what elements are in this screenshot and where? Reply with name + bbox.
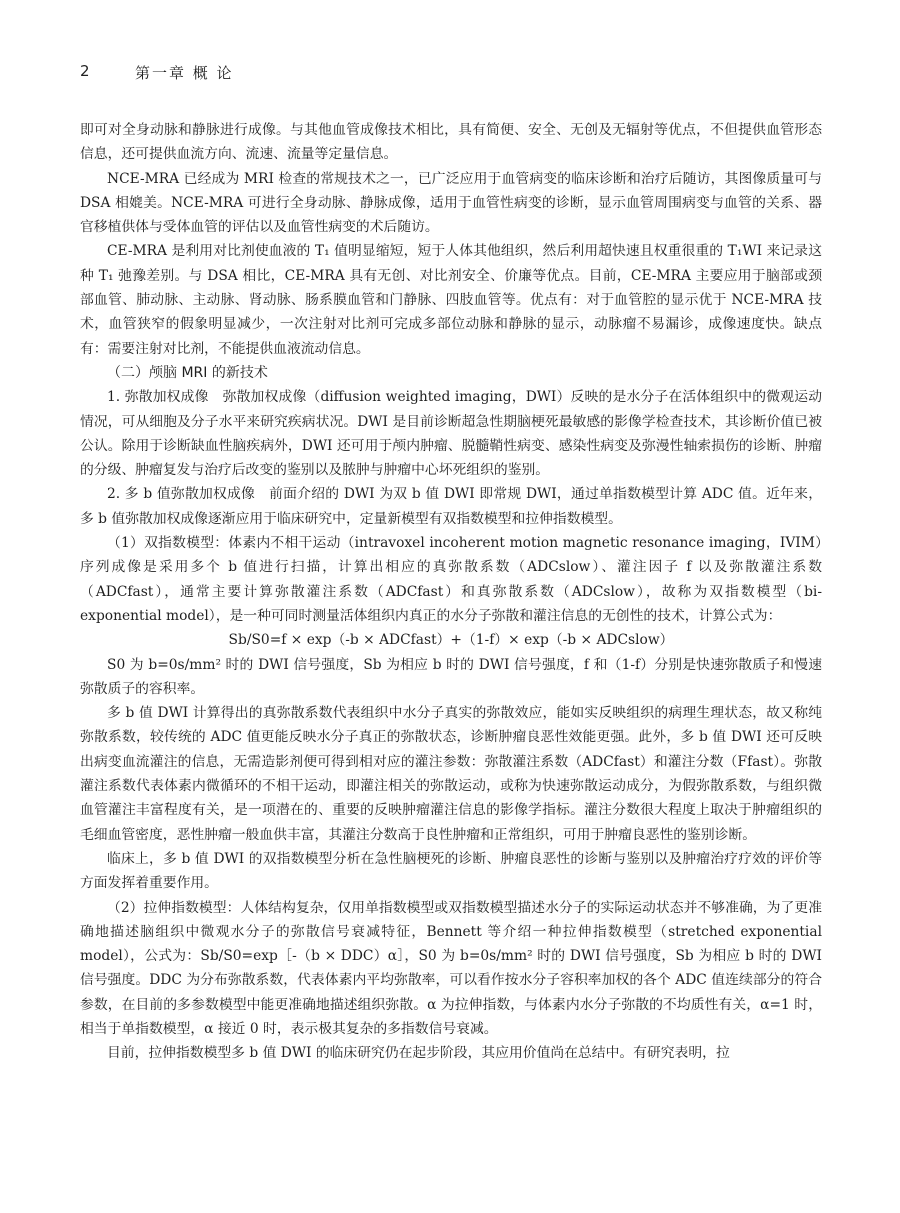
paragraph: 即可对全身动脉和静脉进行成像。与其他血管成像技术相比，具有简便、安全、无创及无辐射等优点，不但提供血管形态信息，还可提供血流方向、流速、流量等定量信息。 (80, 122, 822, 163)
paragraph: 目前，拉伸指数模型多 b 值 DWI 的临床研究仍在起步阶段，其应用价值尚在总结中。有研究表明，拉 (107, 1045, 730, 1062)
page-number: 2 (80, 62, 90, 80)
paragraph: S0 为 b=0s/mm² 时的 DWI 信号强度，Sb 为相应 b 时的 DWI 信号强度，f 和（1-f）分别是快速弥散质子和慢速弥散质子的容积率。 (80, 656, 822, 697)
page-header (0, 58, 900, 84)
formula: Sb/S0=f × exp（-b × ADCfast）+（1-f）× exp（-b × ADCslow） (228, 632, 674, 649)
body-text (80, 118, 822, 1066)
paragraph: 2. 多 b 值弥散加权成像 前面介绍的 DWI 为双 b 值 DWI 即常规 DWI，通过单指数模型计算 ADC 值。近年来，多 b 值弥散加权成像逐渐应用于临床研究中，定量新模型有双指数模型和拉伸指数模型。 (80, 486, 822, 527)
paragraph: （1）双指数模型：体素内不相干运动（intravoxel incoherent motion magnetic resonance imaging，IVIM）序列成像是采用多个 b 值进行扫描，计算出相应的真弥散系数（ADCslow）、灌注因子 f 以及弥散灌注系数（ADCfast），通常主要计算弥散灌注系数（ADCfast）和真弥散系数（ADCslow），故称为双指数模型（bi-exponential model），是一种可同时测量活体组织内真正的水分子弥散和灌注信息的无创性的技术，计算公式为： (80, 535, 822, 624)
section-heading: （二）颅脑 MRI 的新技术 (107, 364, 268, 381)
paragraph: （2）拉伸指数模型：人体结构复杂，仅用单指数模型或双指数模型描述水分子的实际运动状态并不够准确，为了更准确地描述脑组织中微观水分子的弥散信号衰减特征，Bennett 等介绍一种拉伸指数模型（stretched exponential model），公式为：Sb/S0=exp［-（b × DDC）α］，S0 为 b=0s/mm² 时的 DWI 信号强度，Sb 为相应 b 时的 DWI 信号强度。DDC 为分布弥散系数，代表体素内平均弥散率，可以看作按水分子容积率加权的各个 ADC 值连续部分的符合参数，在目前的多参数模型中能更准确地描述组织弥散。α 为拉伸指数，与体素内水分子弥散的不均质性有关，α=1 时，相当于单指数模型，α 接近 0 时，表示极其复杂的多指数信号衰减。 (80, 899, 822, 1037)
paragraph: CE-MRA 是利用对比剂使血液的 T₁ 值明显缩短，短于人体其他组织，然后利用超快速且权重很重的 T₁WI 来记录这种 T₁ 弛豫差别。与 DSA 相比，CE-MRA 具有无创、对比剂安全、价廉等优点。目前，CE-MRA 主要应用于脑部或颈部血管、肺动脉、主动脉、肾动脉、肠系膜血管和门静脉、四肢血管等。优点有：对于血管腔的显示优于 NCE-MRA 技术，血管狭窄的假象明显减少，一次注射对比剂可完成多部位动脉和静脉的显示，动脉瘤不易漏诊，成像速度快。缺点有：需要注射对比剂，不能提供血液流动信息。 (80, 243, 822, 357)
paragraph: 临床上，多 b 值 DWI 的双指数模型分析在急性脑梗死的诊断、肿瘤良恶性的诊断与鉴别以及肿瘤治疗疗效的评价等方面发挥着重要作用。 (80, 850, 822, 892)
paragraph: 多 b 值 DWI 计算得出的真弥散系数代表组织中水分子真实的弥散效应，能如实反映组织的病理生理状态，故又称纯弥散系数，较传统的 ADC 值更能反映水分子真正的弥散状态，诊断肿瘤良恶性效能更强。此外，多 b 值 DWI 还可反映出病变血流灌注的信息，无需造影剂便可得到相对应的灌注参数：弥散灌注系数（ADCfast）和灌注分数（Ffast）。弥散灌注系数代表体素内微循环的不相干运动，即灌注相关的弥散运动，或称为快速弥散运动成分，为假弥散系数，与组织微血管灌注丰富程度有关，是一项潜在的、重要的反映肿瘤灌注信息的影像学指标。灌注分数很大程度上取决于肿瘤组织的毛细血管密度，恶性肿瘤一般血供丰富，其灌注分数高于良性肿瘤和正常组织，可用于肿瘤良恶性的鉴别诊断。 (80, 705, 822, 843)
chapter-title: 第一章 概 论 (135, 64, 234, 82)
paragraph: NCE-MRA 已经成为 MRI 检查的常规技术之一，已广泛应用于血管病变的临床诊断和治疗后随访，其图像质量可与 DSA 相媲美。NCE-MRA 可进行全身动脉、静脉成像，适用于血管性病变的诊断，显示血管周围病变与血管的关系、器官移植供体与受体血管的评估以及血管性病变的术后随访。 (80, 170, 822, 236)
paragraph: 1. 弥散加权成像 弥散加权成像（diffusion weighted imaging，DWI）反映的是水分子在活体组织中的微观运动情况，可从细胞及分子水平来研究疾病状况。DWI 是目前诊断超急性期脑梗死最敏感的影像学检查技术，其诊断价值已被公认。除用于诊断缺血性脑疾病外，DWI 还可用于颅内肿瘤、脱髓鞘性病变、感染性病变及弥漫性轴索损伤的诊断、肿瘤的分级、肿瘤复发与治疗后改变的鉴别以及脓肿与肿瘤中心坏死组织的鉴别。 (80, 389, 822, 479)
